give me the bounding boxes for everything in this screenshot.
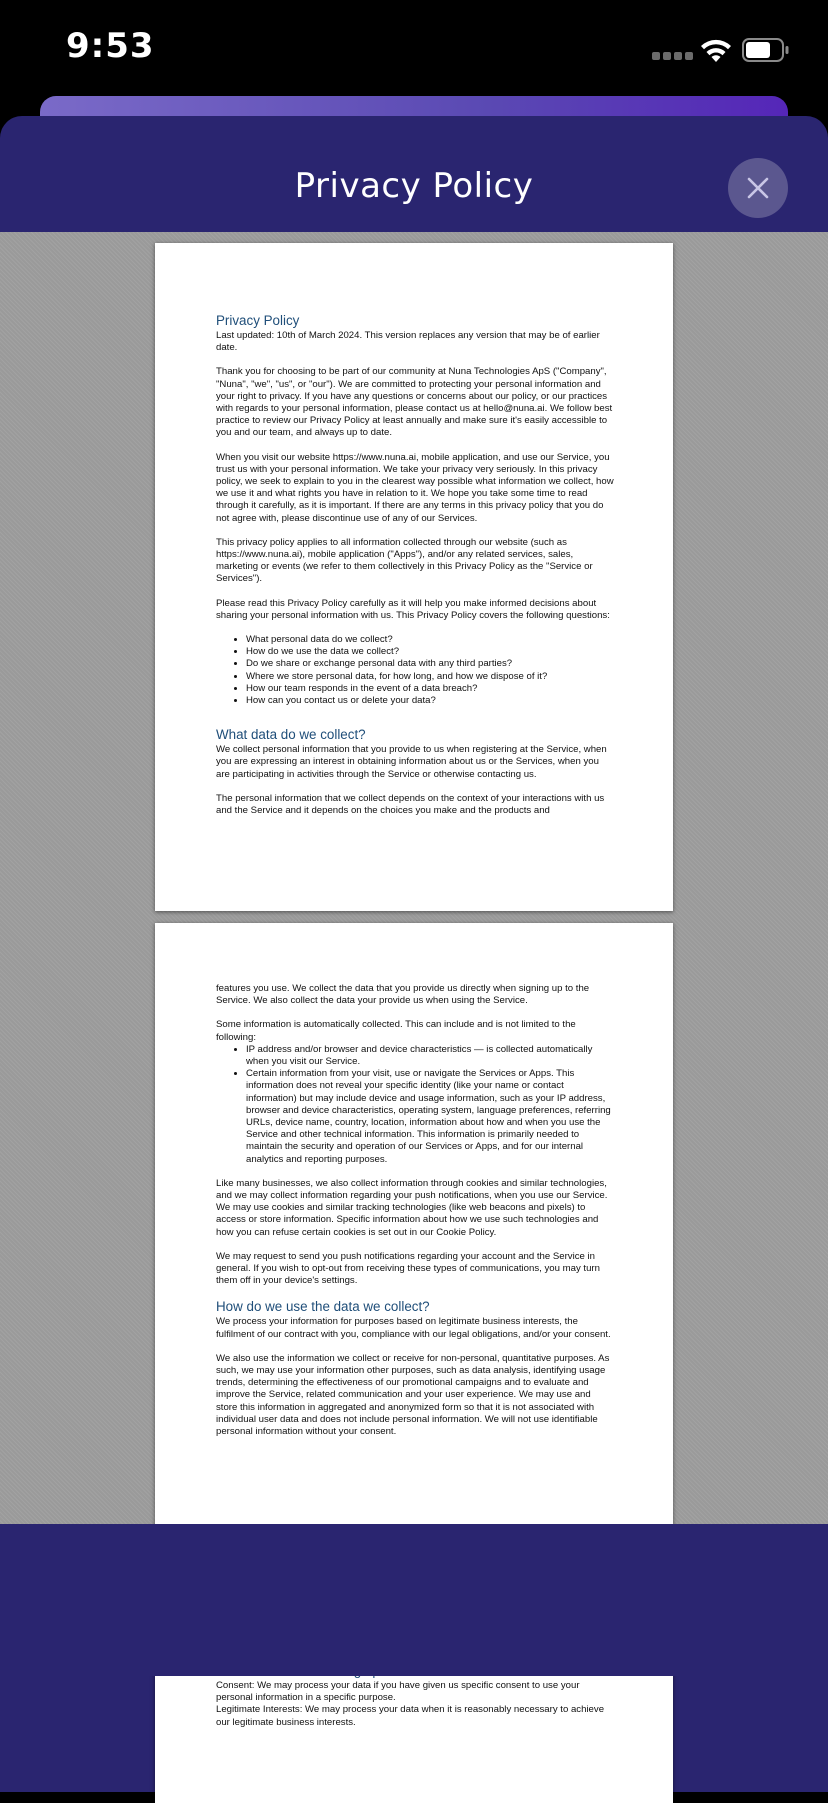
paragraph-collect: We collect personal information that you provide to us when registering at the Service, when you are expressing an interest in obtaining information about us or the Services, when you are participating in activities through the Service or otherwise contacting us.	[216, 744, 607, 780]
auto-collected-list	[216, 1044, 614, 1166]
paragraph-push: We may request to send you push notifications regarding your account and the Service in general. If you wish to opt-out from receiving these types of communications, you may turn them off in your device's settings.	[216, 1250, 600, 1287]
list-item: • Where we store personal data, for how long, and how we dispose of it?	[246, 671, 614, 683]
paragraph-process: We process your information for purposes based on legitimate business interests, the fulfilment of our contract with you, compliance with our legal obligations, and/or your consent.	[216, 1316, 611, 1340]
modal-header	[0, 116, 828, 232]
close-icon	[746, 176, 770, 200]
paragraph-visit: When you visit our website https://www.nuna.ai, mobile application, and use our Service, you trust us with your personal information. We take your privacy very seriously. In this privacy policy, we seek to explain to you in the clearest way possible what information we collect, how we use it and what rights you have in relation to it. We hope you take some time to read through it carefully, as it is important. If there are any terms in this privacy policy that you do not agree with, please discontinue use of any of our Services.	[216, 451, 614, 524]
paragraph-auto: Some information is automatically collected. This can include and is not limited to the following:	[216, 1019, 576, 1043]
close-button[interactable]	[728, 158, 788, 218]
status-bar	[0, 0, 828, 100]
doc-heading-what-data: What data do we collect?	[216, 727, 366, 743]
doc-heading-how-use: How do we use the data we collect?	[216, 1299, 430, 1315]
page-1-content	[216, 313, 614, 829]
list-item: • What personal data do we collect?	[246, 634, 614, 646]
status-time: 9:53	[66, 26, 155, 66]
paragraph-legitimate: Legitimate Interests: We may process your data when it is reasonably necessary to achieve our legitimate business interests.	[216, 1704, 605, 1728]
battery-icon	[742, 38, 790, 62]
list-item: • How our team responds in the event of a data breach?	[246, 683, 614, 695]
paragraph-depends: The personal information that we collect depends on the context of your interactions with us and the Service and it depends on the choices you make and the products and	[216, 792, 605, 817]
list-item: • Certain information from your visit, use or navigate the Services or Apps. This information does not reveal your specific identity (like your name or contact information) but may include device and usage information, such as your IP address, browser and device characteristics, operating system, language preferences, referring URLs, device name, country, location, information about how and when you use the Service and other technical information. This information is primarily needed to maintain the security and operation of our Services or Apps, and for our internal analytics and reporting purposes.	[246, 1068, 614, 1166]
page-2-content	[216, 983, 614, 1450]
paragraph-nonpersonal: We also use the information we collect or receive for non-personal, quantitative purposes. As such, we may use your information other purposes, such as data analysis, identifying usage trends, determining the effectiveness of our promotional campaigns and to evaluate and improve the Service, related communication and your user experience. We may use and store this information in aggregated and anonymized form so that it is not associated with individual user data and does not include personal information. We will not use identifiable personal information without your consent.	[216, 1352, 610, 1438]
questions-list	[216, 634, 614, 707]
list-item: • How can you contact us or delete your data?	[246, 695, 614, 707]
pdf-viewer[interactable]	[0, 232, 828, 1728]
paragraph-cookies: Like many businesses, we also collect information through cookies and similar technologies, and we may collect information regarding your push notifications, when you use our Service. We may use cookies and similar tracking technologies (like web beacons and pixels) to access or store information. Specific information about how we use such technologies and how you can refuse certain cookies is set out in our Cookie Policy.	[216, 1177, 608, 1238]
pdf-page-2	[155, 923, 673, 1591]
paragraph-read: Please read this Privacy Policy carefully as it will help you make informed decisions about sharing your personal information with us. This Privacy Policy covers the following questions:	[216, 597, 610, 621]
cellular-signal-icon	[652, 52, 693, 60]
list-item: • IP address and/or browser and device characteristics — is collected automatically when you visit our Service.	[246, 1044, 614, 1068]
page-title: Privacy Policy	[294, 166, 534, 206]
paragraph-last-updated: Last updated: 10th of March 2024. This version replaces any version that may be of earlier date.	[216, 330, 600, 354]
wifi-icon	[698, 36, 734, 64]
paragraph-features: features you use. We collect the data that you provide us directly when signing up to the Service. We also collect the data your provide us when using the Service.	[216, 983, 590, 1007]
bottom-bar	[0, 1524, 828, 1676]
privacy-policy-modal	[0, 116, 828, 1792]
doc-heading-privacy-policy: Privacy Policy	[216, 313, 300, 328]
paragraph-consent: Consent: We may process your data if you have given us specific consent to use your personal information in a specific purpose.	[216, 1680, 580, 1704]
list-item: • How do we use the data we collect?	[246, 646, 614, 658]
paragraph-thanks: Thank you for choosing to be part of our community at Nuna Technologies ApS ("Company", "Nuna", "we", "us", or "our"). We are committed to protecting your personal information and your right to privacy. If you have any questions or concerns about our policy, or our practices with regards to your personal information, please contact us at hello@nuna.ai. We follow best practice to review our Privacy Policy at least annually and make sure it's easily accessible to you and our team, and always up to date.	[216, 366, 613, 439]
pdf-page-1	[155, 243, 673, 911]
list-item: • Do we share or exchange personal data with any third parties?	[246, 658, 614, 670]
home-indicator[interactable]	[266, 1766, 562, 1776]
paragraph-applies: This privacy policy applies to all information collected through our website (such as https://www.nuna.ai), mobile application ("Apps"), and/or any related services, sales, marketing or events (we refer to them collectively in this Privacy Policy as the "Service or Services").	[216, 536, 593, 585]
